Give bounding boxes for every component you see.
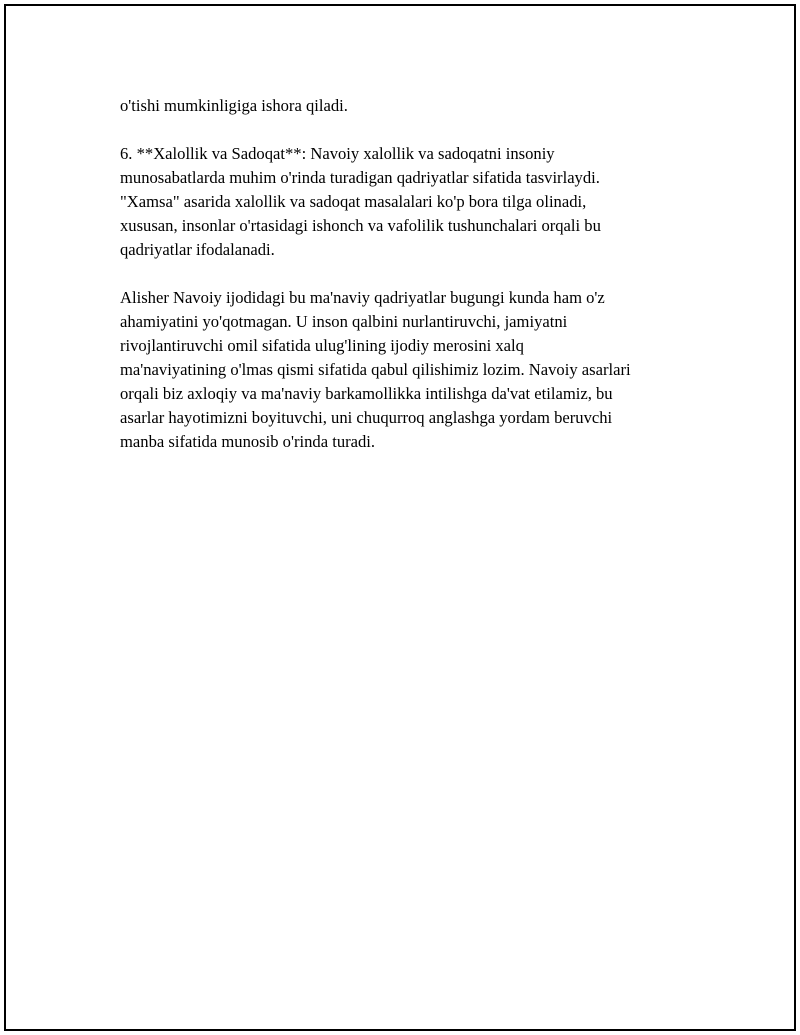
paragraph-continuation: o'tishi mumkinligiga ishora qiladi. (120, 96, 348, 115)
paragraph-spacer (120, 118, 720, 142)
document-body (120, 94, 720, 454)
paragraph-conclusion: Alisher Navoiy ijodidagi bu ma'naviy qadriyatlar bugungi kunda ham o'z ahamiyatini yo'qotmagan. U inson qalbini nurlantiruvchi, jamiyatni rivojlantiruvchi omil sifatida ulug'lining ijodiy merosini xalq ma'naviyatining o'lmas qismi sifatida qabul qilishimiz lozim. Navoiy asarlari orqali biz axloqiy va ma'naviy barkamollikka intilishga da'vat etilamiz, bu asarlar hayotimizni boyituvchi, uni chuqurroq anglashga yordam beruvchi manba sifatida munosib o'rinda turadi. (120, 288, 631, 451)
paragraph-spacer (120, 262, 720, 286)
document-page (4, 4, 796, 1031)
paragraph-honesty-loyalty: 6. **Xalollik va Sadoqat**: Navoiy xalollik va sadoqatni insoniy munosabatlarda muhim o'rinda turadigan qadriyatlar sifatida tasvirlaydi. "Xamsa" asarida xalollik va sadoqat masalalari ko'p bora tilga olinadi, xususan, insonlar o'rtasidagi ishonch va vafolilik tushunchalari orqali bu qadriyatlar ifodalanadi. (120, 144, 601, 259)
